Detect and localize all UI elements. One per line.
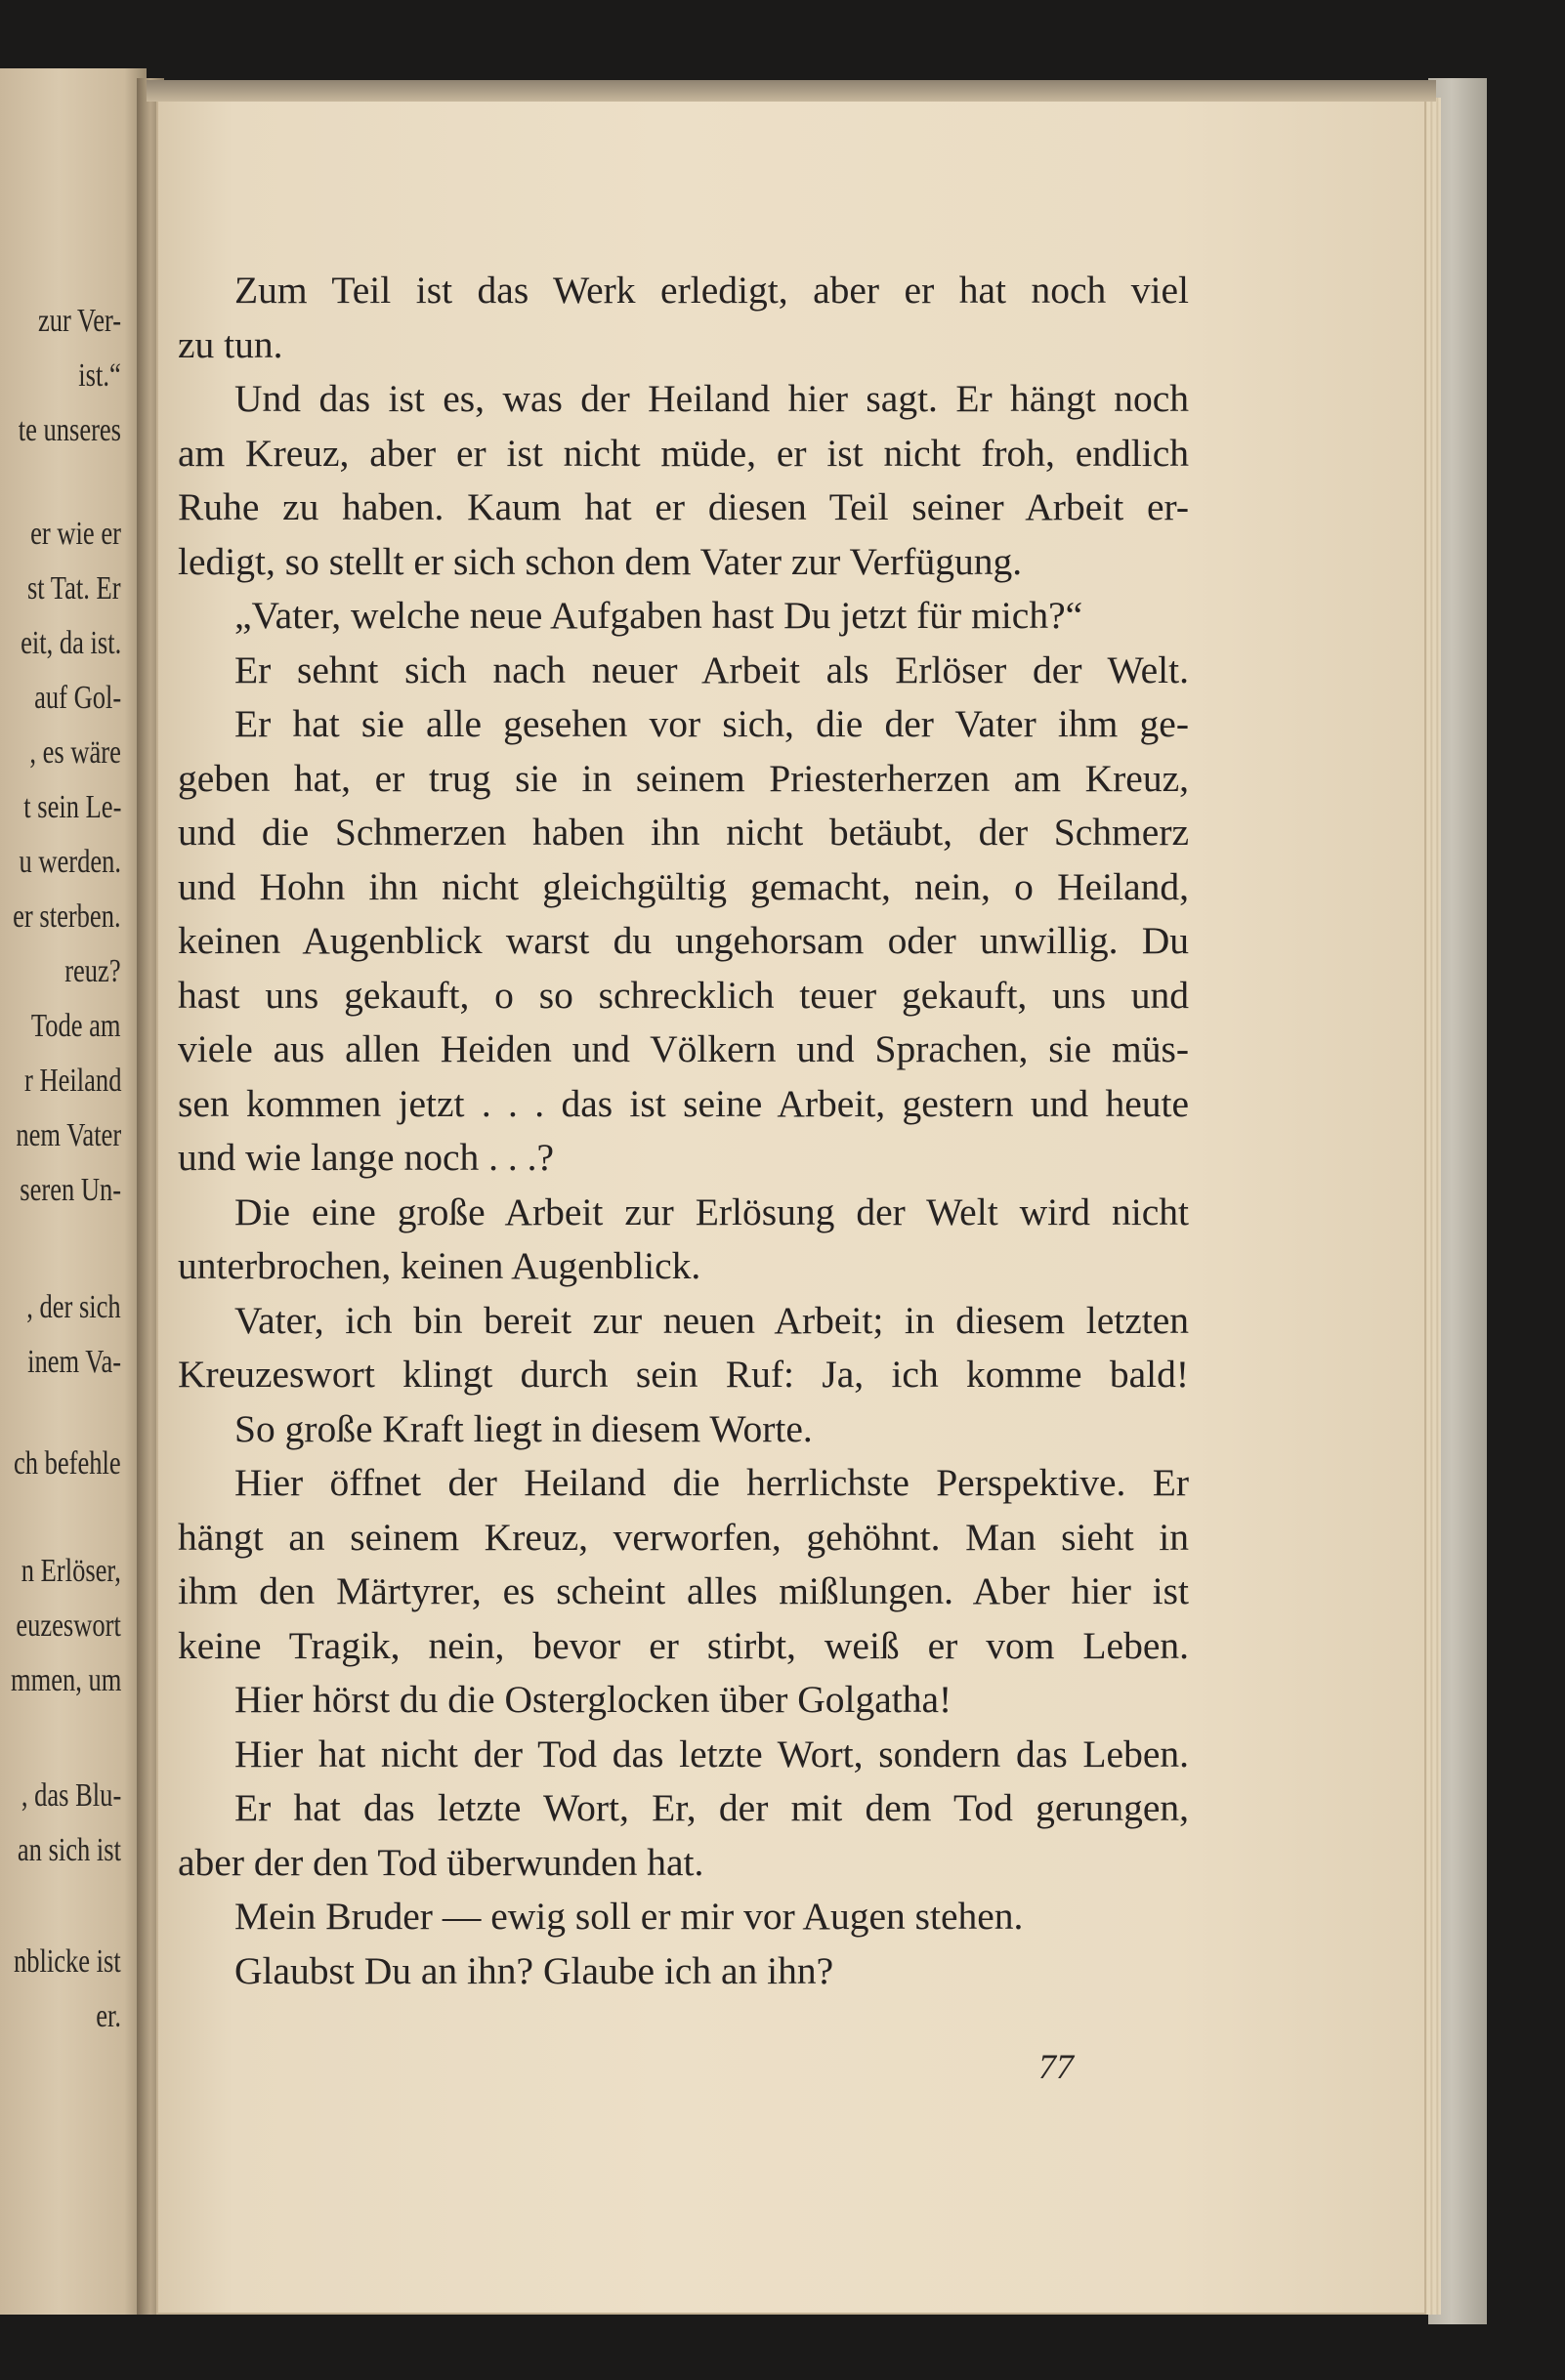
previous-page-line: nem Vater xyxy=(16,1117,121,1153)
text-line: Vater, ich bin bereit zur neuen Arbeit; in diesem letzten xyxy=(234,1298,1189,1342)
previous-page-line: er. xyxy=(96,1998,121,2034)
page-top-edge xyxy=(147,80,1436,102)
text-line: Er hat sie alle gesehen vor sich, die der Vater ihm ge- xyxy=(234,702,1189,745)
previous-page-line: er wie er xyxy=(30,516,121,552)
previous-page-line: an sich ist xyxy=(17,1832,121,1868)
text-line: und die Schmerzen haben ihn nicht betäubt, der Schmerz xyxy=(178,811,1189,854)
text-line: Er sehnt sich nach neuer Arbeit als Erlöser der Welt. xyxy=(234,647,1189,691)
text-line: hängt an seinem Kreuz, verworfen, gehöhnt. Man sieht in xyxy=(178,1515,1189,1559)
previous-page-line: Tode am xyxy=(31,1008,121,1044)
previous-page-line: , der sich xyxy=(26,1289,121,1325)
text-line: Kreuzeswort klingt durch sein Ruf: Ja, ich komme bald! xyxy=(178,1353,1189,1396)
previous-page xyxy=(0,68,147,2315)
page-number: 77 xyxy=(1038,2047,1074,2086)
text-line: keinen Augenblick warst du ungehorsam oder unwillig. Du xyxy=(178,919,1189,962)
previous-page-line: zur Ver- xyxy=(37,303,121,339)
previous-page-line: auf Gol- xyxy=(33,680,121,716)
previous-page-line: mmen, um xyxy=(10,1662,121,1698)
previous-page-line: ist.“ xyxy=(78,357,121,394)
text-line: und Hohn ihn nicht gleichgültig gemacht, nein, o Heiland, xyxy=(178,864,1189,908)
text-line: hast uns gekauft, o so schrecklich teuer gekauft, uns und xyxy=(178,973,1189,1017)
previous-page-line: r Heiland xyxy=(23,1063,121,1099)
previous-page-line: er sterben. xyxy=(13,898,121,935)
text-line: sen kommen jetzt . . . das ist seine Arbeit, gestern und heute xyxy=(178,1081,1189,1125)
previous-page-line: te unseres xyxy=(18,412,121,448)
text-line: aber der den Tod überwunden hat. xyxy=(178,1840,704,1884)
previous-page-line: ch befehle xyxy=(14,1445,121,1482)
previous-page-line: seren Un- xyxy=(20,1172,121,1208)
text-line: Ruhe zu haben. Kaum hat er diesen Teil seiner Arbeit er- xyxy=(178,485,1189,528)
text-line: und wie lange noch . . .? xyxy=(178,1136,555,1179)
previous-page-line: u werden. xyxy=(19,844,121,880)
text-line: Glaubst Du an ihn? Glaube ich an ihn? xyxy=(234,1948,834,1992)
text-line: Zum Teil ist das Werk erledigt, aber er hat noch viel xyxy=(234,269,1189,312)
text-line: zu tun. xyxy=(178,322,283,366)
previous-page-line: t sein Le- xyxy=(22,789,121,825)
previous-page-line: reuz? xyxy=(64,953,121,989)
text-line: Hier öffnet der Heiland die herrlichste Perspektive. Er xyxy=(234,1461,1189,1504)
text-line: Die eine große Arbeit zur Erlösung der Welt wird nicht xyxy=(234,1190,1189,1233)
text-line: So große Kraft liegt in diesem Worte. xyxy=(234,1406,813,1450)
text-line: viele aus allen Heiden und Völkern und Sprachen, sie müs- xyxy=(178,1027,1189,1070)
previous-page-line: , es wäre xyxy=(29,734,121,771)
previous-page-line: eit, da ist. xyxy=(20,625,121,661)
text-line: am Kreuz, aber er ist nicht müde, er ist nicht froh, endlich xyxy=(178,431,1189,475)
text-line: Und das ist es, was der Heiland hier sagt. Er hängt noch xyxy=(234,377,1189,420)
text-line: Hier hat nicht der Tod das letzte Wort, sondern das Leben. xyxy=(234,1732,1189,1775)
previous-page-line: n Erlöser, xyxy=(21,1553,121,1589)
text-line: Er hat das letzte Wort, Er, der mit dem Tod gerungen, xyxy=(234,1786,1189,1829)
previous-page-text xyxy=(0,68,147,2315)
previous-page-line: nblicke ist xyxy=(14,1943,121,1980)
text-line: ledigt, so stellt er sich schon dem Vater zur Verfügung. xyxy=(178,539,1023,583)
previous-page-line: inem Va- xyxy=(26,1344,121,1380)
text-line: „Vater, welche neue Aufgaben hast Du jetzt für mich?“ xyxy=(234,594,1083,637)
text-line: unterbrochen, keinen Augenblick. xyxy=(178,1244,701,1287)
page-body-text xyxy=(178,264,1189,1998)
text-line: Hier hörst du die Osterglocken über Golgatha! xyxy=(234,1678,952,1721)
text-line: Mein Bruder — ewig soll er mir vor Augen stehen. xyxy=(234,1895,1024,1938)
previous-page-line: , das Blu- xyxy=(21,1777,121,1814)
text-line: ihm den Märtyrer, es scheint alles mißlungen. Aber hier ist xyxy=(178,1569,1189,1612)
previous-page-line: euzeswort xyxy=(16,1608,121,1644)
text-line: geben hat, er trug sie in seinem Priesterherzen am Kreuz, xyxy=(178,756,1189,800)
text-line: keine Tragik, nein, bevor er stirbt, weiß er vom Leben. xyxy=(178,1623,1189,1667)
previous-page-line: st Tat. Er xyxy=(27,570,121,606)
